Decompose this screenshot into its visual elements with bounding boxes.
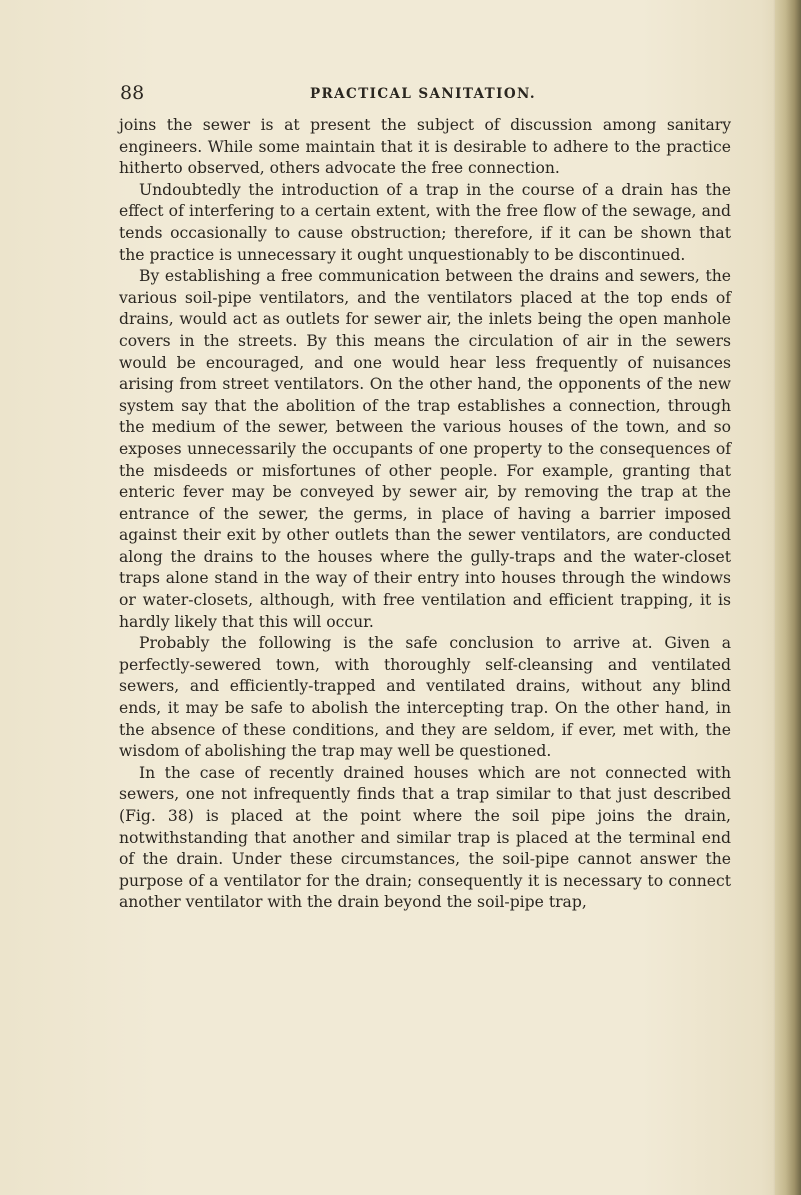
page-number: 88 [120, 82, 145, 104]
paragraph-3: By establishing a free communication between the drains and sewers, the various soil-pipe ventilators, and the ventilators placed at the top ends of drains, would act as outlets for sewer air, the inlets being the open manhole covers in the streets. By this means the circulation of air in the sewers would be encouraged, and one would hear less frequently of nuisances arising from street ventilators. On the other hand, the opponents of the new system say that the abolition of the trap establishes a connection, through the medium of the sewer, between the various houses of the town, and so exposes unnecessarily the occupants of one property to the consequences of the misdeeds or misfortunes of other people. For example, granting that enteric fever may be conveyed by sewer air, by removing the trap at the entrance of the sewer, the germs, in place of having a barrier imposed against their exit by other outlets than the sewer ventilators, are conducted along the drains to the houses where the gully-traps and the water-closet traps alone stand in the way of their entry into houses through the windows or water-closets, although, with free ventilation and efficient trapping, it is hardly likely that this will occur. [119, 267, 731, 631]
paragraph-5: In the case of recently drained houses which are not connected with sewers, one not infrequently finds that a trap similar to that just described (Fig. 38) is placed at the point where the soil pipe joins the drain, notwithstanding that another and similar trap is placed at the terminal end of the drain. Under these circumstances, the soil-pipe cannot answer the purpose of a ventilator for the drain; consequently it is necessary to connect another ventilator with the drain beyond the soil-pipe trap, [119, 763, 731, 912]
paragraph-1: joins the sewer is at present the subject of discussion among sanitary engineers. While some maintain that it is desirable to adhere to the practice hitherto observed, others advocate the free connection. [119, 116, 731, 178]
running-title: PRACTICAL SANITATION. [310, 86, 536, 102]
paragraph-4: Probably the following is the safe conclusion to arrive at. Given a perfectly-sewered town, with thoroughly self-cleansing and ventilated sewers, and efficiently-trapped and ventilated drains, without any blind ends, it may be safe to abolish the intercepting trap. On the other hand, in the absence of these conditions, and they are seldom, if ever, met with, the wisdom of abolishing the trap may well be questioned. [119, 634, 731, 761]
paragraph-2: Undoubtedly the introduction of a trap in the course of a drain has the effect of interfering to a certain extent, with the free flow of the sewage, and tends occasionally to cause obstruction; therefore, if it can be shown that the practice is unnecessary it ought unquestionably to be discontinued. [119, 180, 731, 264]
page-header [120, 82, 720, 112]
book-edge [775, 0, 801, 1195]
body-text [119, 115, 731, 914]
